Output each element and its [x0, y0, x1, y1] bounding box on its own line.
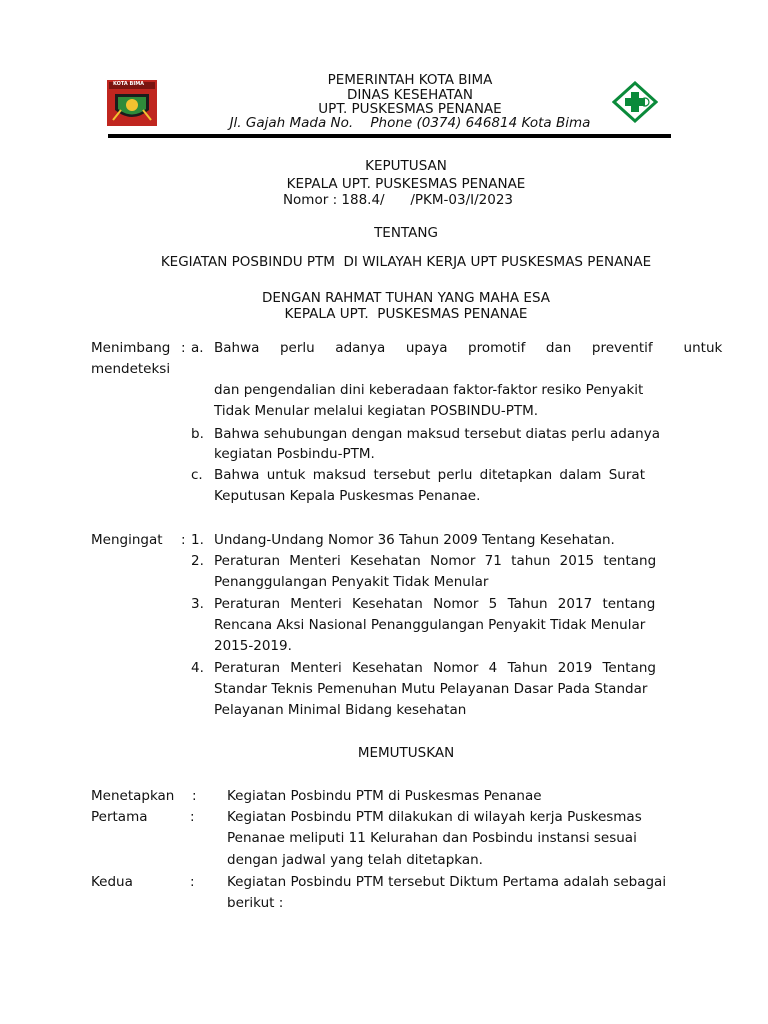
kedua-label: Kedua: [91, 874, 133, 890]
decree-number: Nomor : 188.4/ /PKM-03/I/2023: [282, 192, 514, 208]
header-line-2: DINAS KESEHATAN: [347, 87, 473, 103]
mengingat-item-1-line-1: Undang-Undang Nomor 36 Tahun 2009 Tentang Kesehatan.: [214, 532, 615, 548]
puskesmas-cross-icon: [612, 81, 658, 123]
decree-title: KEPUTUSAN: [365, 158, 447, 174]
pertama-line-2: Penanae meliputi 11 Kelurahan dan Posbindu instansi sesuai: [227, 830, 637, 846]
decree-subject: KEGIATAN POSBINDU PTM DI WILAYAH KERJA UPT PUSKESMAS PENANAE: [160, 254, 652, 270]
header-line-3: UPT. PUSKESMAS PENANAE: [318, 101, 502, 117]
header-divider: [108, 134, 671, 138]
menimbang-item-a-wrap: mendeteksi: [91, 361, 171, 377]
menimbang-item-b-line-2: kegiatan Posbindu-PTM.: [214, 446, 375, 462]
mengingat-item-2-line-2: Penanggulangan Penyakit Tidak Menular: [214, 574, 489, 590]
menimbang-item-a-line-3: Tidak Menular melalui kegiatan POSBINDU-PTM.: [214, 403, 539, 419]
menimbang-item-a-line-1: Bahwa perlu adanya upaya promotif dan preventif untuk: [214, 340, 723, 356]
decree-issuer: KEPALA UPT. PUSKESMAS PENANAE: [286, 176, 526, 192]
kedua-line-1: Kegiatan Posbindu PTM tersebut Diktum Pertama adalah sebagai: [227, 874, 667, 890]
pertama-line-1: Kegiatan Posbindu PTM dilakukan di wilayah kerja Puskesmas: [227, 809, 642, 825]
mengingat-colon: :: [181, 532, 186, 548]
menimbang-item-b-marker: b.: [191, 426, 204, 442]
header-address: Jl. Gajah Mada No. Phone (0374) 646814 Kota Bima: [229, 115, 591, 131]
pertama-line-3: dengan jadwal yang telah ditetapkan.: [227, 852, 483, 868]
tentang-heading: TENTANG: [374, 225, 438, 241]
kedua-line-2: berikut :: [227, 895, 284, 911]
kedua-colon: :: [190, 874, 195, 890]
menimbang-item-a-marker: a.: [191, 340, 204, 356]
mengingat-item-2-line-1: Peraturan Menteri Kesehatan Nomor 71 tahun 2015 tentang: [214, 553, 657, 569]
header-line-1: PEMERINTAH KOTA BIMA: [327, 72, 493, 88]
mengingat-item-1-marker: 1.: [191, 532, 204, 548]
rahmat-line-1: DENGAN RAHMAT TUHAN YANG MAHA ESA: [261, 290, 551, 306]
mengingat-item-3-line-1: Peraturan Menteri Kesehatan Nomor 5 Tahun 2017 tentang: [214, 596, 656, 612]
mengingat-label: Mengingat: [91, 532, 163, 548]
menetapkan-colon: :: [192, 788, 197, 804]
menimbang-label: Menimbang: [91, 340, 171, 356]
pertama-colon: :: [190, 809, 195, 825]
menimbang-colon: :: [181, 340, 186, 356]
menetapkan-text: Kegiatan Posbindu PTM di Puskesmas Penanae: [227, 788, 542, 804]
menimbang-item-a-line-2: dan pengendalian dini keberadaan faktor-faktor resiko Penyakit: [214, 382, 644, 398]
mengingat-item-4-line-2: Standar Teknis Pemenuhan Mutu Pelayanan Dasar Pada Standar: [214, 681, 648, 697]
rahmat-line-2: KEPALA UPT. PUSKESMAS PENANAE: [284, 306, 528, 322]
menimbang-item-c-marker: c.: [191, 467, 203, 483]
menetapkan-label: Menetapkan: [91, 788, 175, 804]
mengingat-item-3-marker: 3.: [191, 596, 204, 612]
mengingat-item-4-line-1: Peraturan Menteri Kesehatan Nomor 4 Tahun 2019 Tentang: [214, 660, 656, 676]
kota-bima-logo: [107, 80, 157, 126]
mengingat-item-4-marker: 4.: [191, 660, 204, 676]
mengingat-item-3-line-3: 2015-2019.: [214, 638, 292, 654]
memutuskan-heading: MEMUTUSKAN: [357, 745, 455, 761]
mengingat-item-4-line-3: Pelayanan Minimal Bidang kesehatan: [214, 702, 467, 718]
mengingat-item-3-line-2: Rencana Aksi Nasional Penanggulangan Penyakit Tidak Menular: [214, 617, 646, 633]
menimbang-item-c-line-2: Keputusan Kepala Puskesmas Penanae.: [214, 488, 481, 504]
logo-lettering: KOTA BIMA: [113, 81, 145, 87]
puskesmas-logo: [612, 81, 658, 123]
pertama-label: Pertama: [91, 809, 148, 825]
menimbang-item-b-line-1: Bahwa sehubungan dengan maksud tersebut diatas perlu adanya: [214, 426, 660, 442]
menimbang-item-c-line-1: Bahwa untuk maksud tersebut perlu ditetapkan dalam Surat: [214, 467, 645, 483]
mengingat-item-2-marker: 2.: [191, 553, 204, 569]
